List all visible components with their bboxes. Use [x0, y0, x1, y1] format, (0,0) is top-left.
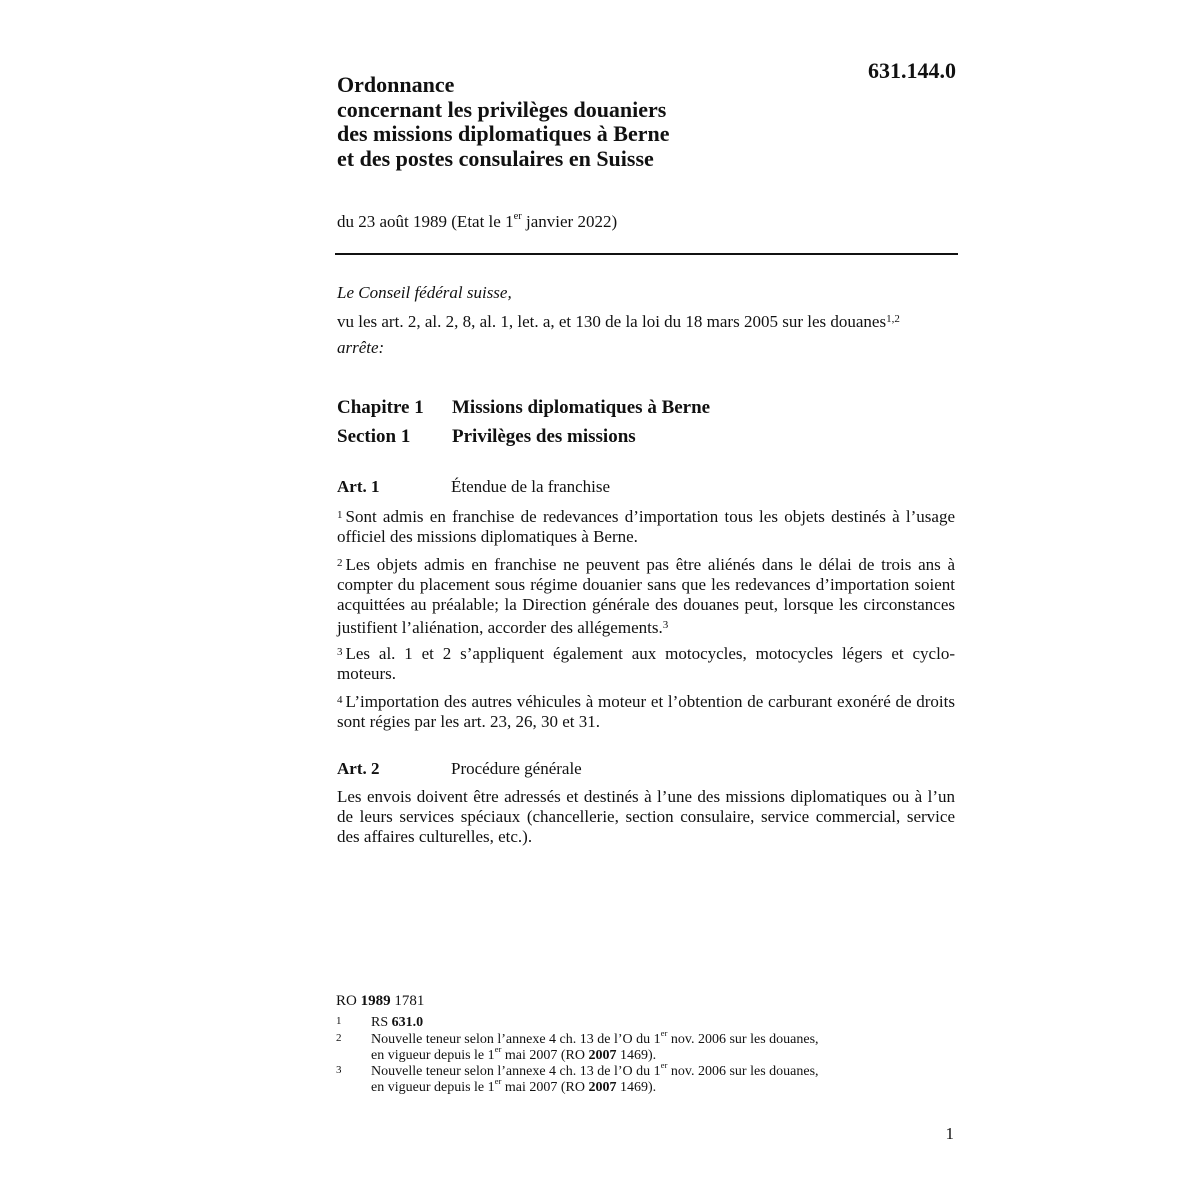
article-title: Étendue de la franchise [451, 477, 611, 496]
footnote-ref[interactable]: 1,2 [886, 313, 900, 325]
preamble-decree: arrête: [337, 338, 385, 357]
document-title [337, 73, 797, 171]
date-prefix: du 23 août 1989 (Etat le 1 [337, 212, 514, 231]
footnote-sup: er [660, 1060, 668, 1071]
footnote-seg: 1469). [616, 1048, 657, 1063]
article-label: Art. 1 [337, 477, 380, 496]
footnote-seg: mai 2007 (RO [501, 1080, 589, 1095]
paragraph-text: L’importation des autres véhicules à moteur et l’obtention de carburant exonéré de droits sont régies par les art. 23, 26, 30 et 31. [337, 692, 955, 731]
title-line: concernant les privilèges douaniers [337, 96, 667, 122]
header-divider [335, 253, 958, 255]
paragraph-text: Les envois doivent être adressés et destinés à l’une des missions diplomatiques ou à l’un de leurs services spéciaux (chancellerie, section consulaire, service commercial, service des affaires culturelles, etc.). [337, 787, 955, 846]
date-line [337, 212, 617, 232]
footnote-sup: er [660, 1028, 668, 1039]
ro-prefix: RO [336, 993, 361, 1009]
footnote-seg: Nouvelle teneur selon l’annexe 4 ch. 13 de l’O du 1 [371, 1064, 661, 1079]
article-paragraph [337, 505, 955, 547]
article-heading [337, 477, 957, 497]
document-number: 631.144.0 [868, 58, 956, 83]
footnote-line [371, 1076, 911, 1096]
chapter-label: Chapitre 1 [337, 397, 424, 418]
paragraph-number: 3 [337, 646, 343, 658]
page-number: 1 [945, 1124, 954, 1143]
ro-year: 1989 [360, 993, 391, 1009]
chapter-title: Missions diplomatiques à Berne [452, 397, 711, 418]
article-paragraph [337, 642, 955, 684]
footnote [336, 1015, 896, 1031]
footnote [336, 1028, 896, 1064]
date-sup: er [513, 211, 522, 223]
title-line: et des postes consulaires en Suisse [337, 145, 654, 171]
footnote-seg: nov. 2006 sur les douanes, [667, 1032, 819, 1047]
footnote-line [371, 1060, 911, 1080]
footnote-seg: en vigueur depuis le 1 [371, 1080, 495, 1095]
section-title: Privilèges des missions [452, 426, 636, 447]
footnote-text [371, 1028, 911, 1064]
paragraph-number: 1 [337, 509, 343, 521]
footnote-number: 2 [336, 1032, 342, 1044]
paragraph-text: Les objets admis en franchise ne peuvent pas être aliénés dans le délai de trois ans à compter du placement sous régime douanier sans que les redevances d’importation soient acquittées au préalable; la Direction générale des douanes peut, lorsque les circonstances justifient l’aliénation, accorder des allégements. [337, 555, 955, 637]
footnote-seg: Nouvelle teneur selon l’annexe 4 ch. 13 de l’O du 1 [371, 1032, 661, 1047]
title-line: Ordonnance [337, 72, 455, 97]
paragraph-number: 4 [337, 694, 343, 706]
footnote [336, 1060, 896, 1096]
preamble-authority: Le Conseil fédéral suisse, [337, 283, 512, 302]
footnote-seg: en vigueur depuis le 1 [371, 1048, 495, 1063]
footnote-seg: 1469). [616, 1080, 657, 1095]
article-paragraph [337, 690, 955, 732]
footnote-seg: nov. 2006 sur les douanes, [667, 1064, 819, 1079]
footnote-ref[interactable]: 3 [662, 619, 669, 631]
date-suffix: janvier 2022) [521, 212, 618, 231]
footnote-part-bold: 631.0 [391, 1015, 424, 1030]
paragraph-number: 2 [337, 557, 343, 569]
footnote-seg: mai 2007 (RO [501, 1048, 589, 1063]
footnote-bold: 2007 [588, 1048, 617, 1063]
title-line: des missions diplomatiques à Berne [337, 121, 670, 146]
section-heading [337, 426, 957, 448]
paragraph-text: Sont admis en franchise de redevances d’importation tous les objets destinés à l’usage officiel des missions diplomatiques à Berne. [337, 507, 955, 546]
article-paragraph [337, 553, 955, 638]
article-title: Procédure générale [451, 759, 582, 778]
ro-page: 1781 [390, 993, 425, 1009]
footnote-line [371, 1044, 911, 1064]
paragraph-text: Les al. 1 et 2 s’appliquent également aux motocycles, motocycles légers et cyclo-moteurs. [337, 644, 955, 683]
footnote-text [371, 1060, 911, 1096]
article-heading [337, 759, 957, 779]
article-paragraph [337, 787, 955, 847]
preamble [337, 283, 957, 364]
footnote-line [371, 1028, 911, 1048]
chapter-heading [337, 397, 957, 419]
footnote-number: 3 [336, 1064, 342, 1076]
section-label: Section 1 [337, 426, 411, 447]
article-label: Art. 2 [337, 759, 380, 778]
ro-source [336, 993, 424, 1010]
footnote-sup: er [494, 1076, 502, 1087]
preamble-basis-text: vu les art. 2, al. 2, 8, al. 1, let. a, et 130 de la loi du 18 mars 2005 sur les douanes [337, 312, 887, 331]
footnote-part: RS [371, 1015, 392, 1030]
preamble-basis [337, 309, 957, 332]
footnote-number: 1 [336, 1015, 342, 1027]
footnote-text [371, 1015, 911, 1031]
footnote-bold: 2007 [588, 1080, 617, 1095]
footnote-sup: er [494, 1044, 502, 1055]
